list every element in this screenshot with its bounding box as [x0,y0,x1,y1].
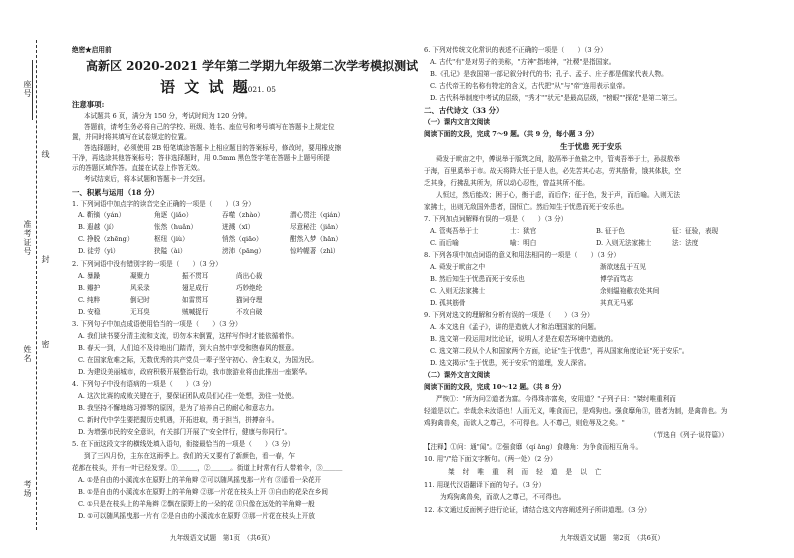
note-line: 干净，再选涂其他答案标号；答非选择题时，用 0.5mm 黑色签字笔在答题卡上题号所提 [72,154,330,162]
passage-line: 人恒过，然后能改；困于心，衡于虑，而后作；征于色，发于声，而后喻。入则无法 [436,191,680,199]
q1-option-c-2: 枢纽（jiù） [154,235,189,243]
q1-option-c-4: 酣然入梦（hān） [290,235,342,243]
q8-option-c-1: C. 入则无法家拂士 [430,287,486,295]
q2-option-b-1: B. 瓣护 [78,284,101,292]
q5-option-b: B. ①是自由的小溪流水在原野上的羊角辫 ②那一片花在枝头上开 ③自由的花朵在乡间 [78,488,328,496]
q2-option-c-4: 猫词夺理 [236,296,263,304]
q1-option-d-4: 惊吟幄著（zhì） [290,247,340,255]
seal-char-xian: 线 [41,150,50,159]
q2-option-a-4: 尚出心裁 [236,272,263,280]
q6-option-a: A. 古代"有"是对男子的美称，"方神"指地神，"社稷"是指国家。 [430,58,616,66]
q5-option-c: C. ①只是在枝头上的羊角辫 ②飘在原野上的一朵的花 ③只像在远处的羊角辫一般 [78,500,315,508]
q3-option-a: A. 我们读书要分清主流和支流，切勿本末倒置，这样写作时才能依循着作。 [78,332,298,340]
q1-option-b-3: 迸溅（xī） [222,223,255,231]
secret-label: 绝密★启用前 [72,46,112,54]
q1-option-c-1: C. 挣脱（zhēng） [78,235,134,243]
q6-option-b: B.《孔记》是我国第一部记叙分时代的书；孔子、孟子、庄子都是儒家代表人物。 [430,70,668,78]
q7-option-b-gloss: 征：征验，表现 [672,227,719,235]
q9-option-a: A. 本文选自《孟子》，讲的是造就人才和治理国家的问题。 [430,323,601,331]
question-6: 6. 下列对传统文化常识的表述不正确的一项是（ ）（3 分） [424,46,607,54]
q8-option-d-1: D. 孤其筋骨 [430,299,466,307]
q1-option-d-1: D. 徒劳（yì） [78,247,120,255]
question-12: 12. 本文通过反面例子进行论证，请结合选文内容阐述列子所讲道理。（3 分） [424,506,651,514]
question-1: 1. 下列词语中加点字的读音完全正确的一项是（ ）（3 分） [72,200,255,208]
q7-option-a-gloss: 士：狱官 [510,227,537,235]
q6-option-d: D. 古代科举制度中考试的层级，"秀才""状元"是最高层级，"榜眼""探花"是第二第三。 [430,94,682,102]
q5-option-d: D. ①可以随风摇曳那一片有 ②是自由的小溪流水在原野 ③那一片花在枝头上开放 [78,512,315,520]
subsection-2-heading: （二）课外文言文阅读 [424,371,490,379]
passage2-line: 鸡狗禽兽矣，而欲人之尊己，不可得也。人不尊己，则危辱及之矣。" [424,419,625,427]
question-8: 8. 下列各项中加点词语的意义和用法相同的一项是（ ）（3 分） [424,251,621,259]
q7-option-b-word: B. 征于色 [596,227,625,235]
passage-line: 乏其身，行拂乱其所为，所以动心忍性，曾益其所不能。 [424,179,589,187]
q1-option-b-2: 怅然（huǎn） [154,223,198,231]
question-3: 3. 下列句子中加点成语使用恰当的一项是（ ）（3 分） [72,320,242,328]
q8-option-b-1: B. 然后知生于忧患而死于安乐也 [430,275,525,283]
q8-option-a-1: A. 舜发于畎亩之中 [430,263,486,271]
passage2-line: 轻道是以亡。幸哉余未汝语也！人而无义，唯食而已，是鸡狗也。强食靡角③，胜者为制，是禽兽也。为 [424,407,728,415]
question-11: 11. 用现代汉语翻译下面的句子。（3 分） [424,481,546,489]
q1-option-b-1: B. 遐越（jí） [78,223,118,231]
q7-option-a-word: A. 管夷吾举于士 [430,227,479,235]
q8-option-a-2: 渐欲迷乱于互见 [600,263,647,271]
section-2-heading: 二、古代诗文（33 分） [424,106,504,115]
q2-option-c-2: 倒记时 [130,296,150,304]
q1-option-c-3: 悄然（qiāo） [222,235,263,243]
q9-option-d: D. 选文揭示"生于忧患，死于安乐"的道理，发人深省。 [430,359,591,367]
notes-heading: 注意事项: [72,100,105,109]
question-9: 9. 下列对选文的理解和分析有误的一项是（ ）（3 分） [424,311,594,319]
q1-option-d-3: 滂沛（pāng） [222,247,265,255]
note-line: 答题前，请考生务必将自己的学校、班级、姓名、座位号和考号填写在答题卡上规定位 [84,123,335,131]
q11-text: 为鸡狗禽兽矣，而欲人之尊己，不可得也。 [440,493,566,501]
exam-title: 高新区 2020-2021 学年第二学期九年级第二次学考模拟测试 [86,59,419,73]
q1-option-a-3: 吞噬（zhào） [222,211,264,219]
q2-option-d-4: 不攻自破 [236,308,263,316]
exam-date: 2021. 05 [243,85,276,94]
q2-option-a-2: 凝聚力 [130,272,150,280]
seat-no-line [32,60,33,120]
q2-option-d-3: 贼喊捉行 [182,308,209,316]
passage2-line: 严恢①："所为问②道者为富。今得珠亦富矣，安用道？"子列子曰："桀纣唯重利而 [436,395,676,403]
reading-1-instruction: 阅读下面的文段，完成 7～9 题。（共 9 分，每小题 3 分） [424,130,598,138]
q1-option-b-4: 尽意秘注（jiǎn） [290,223,342,231]
passage-line: 于海，百里奚举于市。故天将降大任于是人也，必先苦其心志，劳其筋骨，饿其体肤，空 [424,167,682,175]
q7-option-d-word: D. 入则无法家拂士 [596,239,652,247]
q1-option-a-4: 潜心贯注（qián） [290,211,345,219]
q4-option-b: B. 我坚持不懈地练习弹琴的原因，是为了培养自己的耐心和意志力。 [78,404,279,412]
q10-text: 桀 纣 唯 重 利 而 轻 道 是 以 亡 [448,468,605,476]
q3-option-c: C. 在国家危难之际，无数优秀的共产党员一辈子坚守初心、舍生取义，为国为民。 [78,356,318,364]
q8-option-b-2: 博学而笃志 [600,275,633,283]
question-5: 5. 在下面这段文字的横线处填入语句，衔接最恰当的一项是（ ）（3 分） [72,440,295,448]
q6-option-c: C. 古代帝王的名称有特定的含义，古代把"从"与"帝"连用表示皇帝。 [430,82,630,90]
q1-option-a-2: 角逐（jiǎo） [154,211,193,219]
page-footer-right: 九年级语文试题 第2页 （共6页） [560,534,664,542]
note-line: 答选择题时，必须使用 2B 铅笔填涂答题卡上相应题目的答案标号，修改时，要用橡皮擦 [84,144,342,152]
seal-char-feng: 封 [41,255,50,264]
q4-option-c: C. 新时代中学生要把握历史机遇，开拓进取，勇于担当，拼搏奋斗。 [78,416,279,424]
note-line: 置，并同时将其填写在试卷规定的位置。 [72,133,191,141]
exam-room-label: 考场 [23,480,32,498]
q3-option-b: B. 春天一到，人们迫不及待地出门踏青，到大自然中享受和煦春风的惬意。 [78,344,299,352]
q2-option-a-3: 振不贯耳 [182,272,209,280]
q4-option-a: A. 这次比赛的成败关键在于，要保证团队成员们心往一处想，劲往一处使。 [78,392,298,400]
q5-text: 花都在枝头，并有一叶已经发芽。①＿＿＿，②＿＿＿。街道上时常有行人带着伞，③＿＿＿ [72,464,343,472]
q1-option-d-2: 狭隘（ài） [154,247,187,255]
passage-line: 家拂士，出则无敌国外患者，国恒亡。然后知生于忧患而死于安乐也。 [424,203,629,211]
q2-option-c-3: 如雷贯耳 [182,296,209,304]
question-2: 2. 下列词语中没有错别字的一项是（ ）（3 分） [72,260,222,268]
name-label: 姓名 [23,345,32,363]
q2-option-a-1: A. 暴躁 [78,272,101,280]
q2-option-d-2: 无耳臭 [130,308,150,316]
seat-no-label: 座号 [23,80,32,98]
note-line: 考试结束后，将本试题和答题卡一并交回。 [84,175,210,183]
q7-option-d-gloss: 法：法度 [672,239,699,247]
question-7: 7. 下列加点词解释有误的一项是（ ）（3 分） [424,215,568,223]
page-footer-left: 九年级语文试题 第1页 （共6页） [170,534,274,542]
q2-option-b-3: 翅足成行 [182,284,209,292]
q5-option-a: A. ①是自由的小溪流水在原野上的羊角辫 ②可以随风摇曳那一片有 ③遥看一朵花开 [78,476,322,484]
passage2-source: （节选自《列子·说符篇》） [650,431,728,439]
q9-option-c: C. 选文第二段从个人和国家两个方面，论证"生于忧患"，再从国家角度论证"死于安乐"。 [430,347,689,355]
q7-option-c-gloss: 喻：明白 [510,239,537,247]
q5-text: 到了三四月份，主东在这雨季上。我们的天又要有了新颜色，看一春，乍 [84,452,295,460]
q2-option-c-1: C. 纯粹 [78,296,101,304]
q8-option-d-2: 其真无马邪 [600,299,633,307]
q3-option-d: D. 为建设美丽城市，政府积极开展整治行动，我市旅游业将由此推出一座繁华。 [78,368,312,376]
q2-option-d-1: D. 安稳 [78,308,101,316]
annotation-note: 【注释】①问：通"闻"。②强食靡（qí ǎng）食趣角：为争食而相互角斗。 [424,443,643,451]
note-line: 本试题共 6 页，满分为 150 分，考试时间为 120 分钟。 [84,112,252,120]
admission-no-label: 准考证号 [23,220,32,256]
passage-title: 生于忧患 死于安乐 [560,142,622,151]
reading-2-instruction: 阅读下面的文段，完成 10～12 题。（共 8 分） [424,383,565,391]
q9-option-b: B. 选文第一段运用对比论证，说明人才是在艰苦环境中造就的。 [430,335,618,343]
passage-line: 舜发于畎亩之中，傅说举于版筑之间，胶鬲举于鱼盐之中，管夷吾举于士，孙叔敖举 [436,155,680,163]
subject-title: 语 文 试 题 [160,78,250,96]
binding-line [36,40,37,530]
q2-option-b-2: 风采录 [130,284,150,292]
q2-option-b-4: 巧妙绝纶 [236,284,263,292]
q7-option-c-word: C. 而后喻 [430,239,459,247]
section-1-heading: 一、积累与运用（18 分） [72,188,159,197]
note-line: 示的答题区域作答。直接在试卷上作答无效。 [72,164,204,172]
subsection-1-heading: （一）课内文言文阅读 [424,118,490,126]
question-4: 4. 下列句子中没有语病的一项是（ ）（3 分） [72,380,216,388]
q8-option-c-2: 余则缊袍敝衣处其间 [600,287,660,295]
q1-option-a-1: A. 靳镝（yán） [78,211,126,219]
seal-char-mi: 密 [41,340,50,349]
q4-option-d: D. 为增强市民的安全意识，有关部门开展了"安全伴行，健康与你同行"。 [78,428,292,436]
question-10: 10. 用"/"给下面文字断句。（两一处）（2 分） [424,455,557,463]
